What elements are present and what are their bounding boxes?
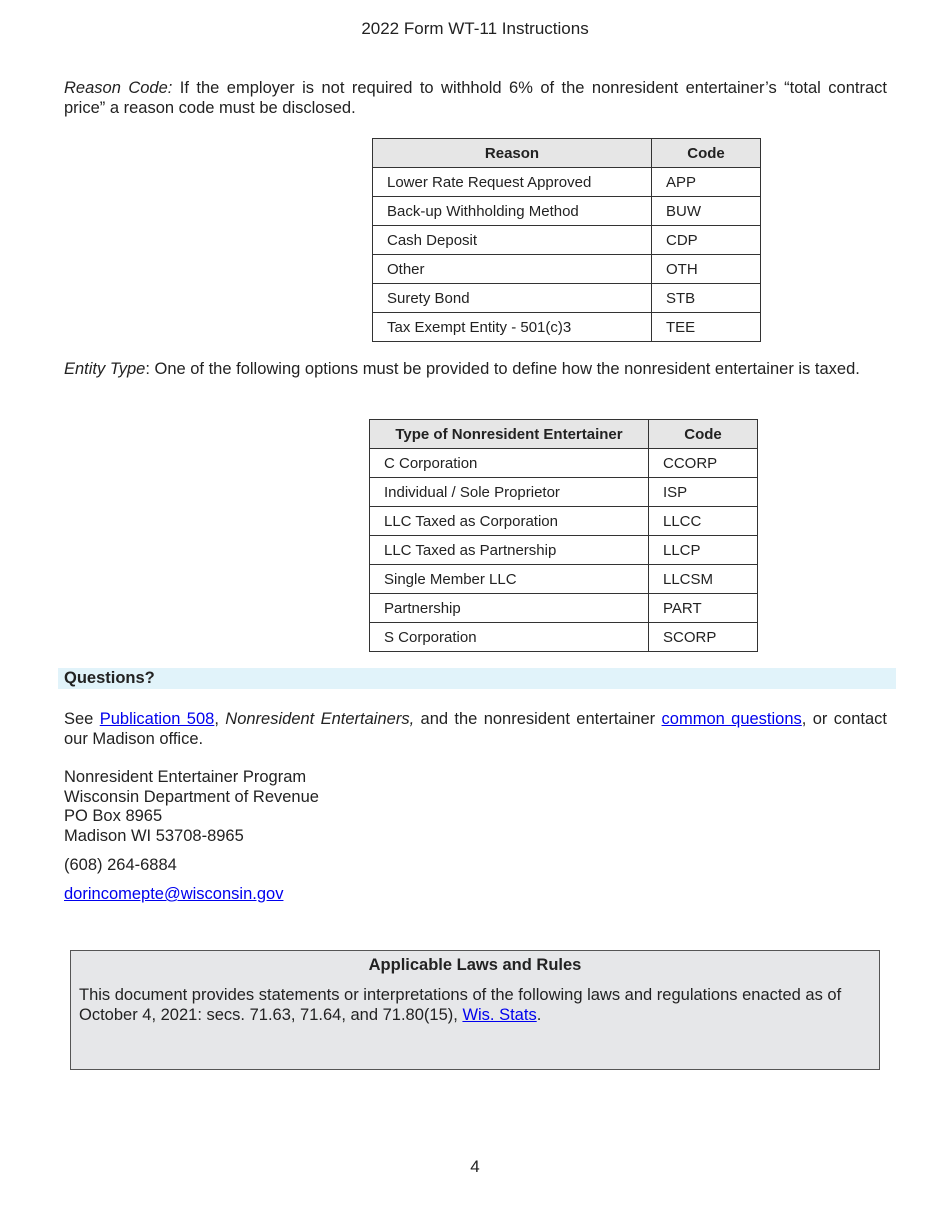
entity-cell: S Corporation bbox=[370, 623, 649, 652]
table-row bbox=[373, 255, 761, 284]
entity-type-text: : One of the following options must be provided to define how the nonresident entertainer is taxed. bbox=[145, 360, 860, 378]
publication-508-link[interactable]: Publication 508 bbox=[99, 710, 215, 728]
table-row bbox=[370, 623, 758, 652]
questions-text: and the nonresident entertainer bbox=[414, 710, 662, 728]
table-row bbox=[373, 313, 761, 342]
wis-stats-link[interactable]: Wis. Stats bbox=[462, 1006, 537, 1024]
questions-heading: Questions? bbox=[64, 669, 155, 687]
code-cell: CDP bbox=[652, 226, 761, 255]
table-row bbox=[373, 197, 761, 226]
reason-cell: Tax Exempt Entity - 501(c)3 bbox=[373, 313, 652, 342]
questions-text: See bbox=[64, 710, 100, 728]
entity-cell: LLC Taxed as Partnership bbox=[370, 536, 649, 565]
laws-end: . bbox=[536, 1006, 542, 1024]
reason-cell: Back-up Withholding Method bbox=[373, 197, 652, 226]
code-cell: LLCP bbox=[649, 536, 758, 565]
page-number: 4 bbox=[470, 1157, 480, 1176]
questions-text: , or contact our Madison office. bbox=[64, 710, 887, 748]
page-header: 2022 Form WT-11 Instructions bbox=[361, 19, 589, 38]
reason-cell: Other bbox=[373, 255, 652, 284]
table-row bbox=[373, 284, 761, 313]
table-row bbox=[370, 478, 758, 507]
laws-title: Applicable Laws and Rules bbox=[368, 956, 582, 974]
questions-text: , bbox=[214, 710, 226, 728]
entity-header: Type of Nonresident Entertainer bbox=[370, 420, 649, 449]
code-cell: ISP bbox=[649, 478, 758, 507]
table-row bbox=[370, 449, 758, 478]
code-cell: LLCSM bbox=[649, 565, 758, 594]
code-cell: OTH bbox=[652, 255, 761, 284]
laws-body: This document provides statements or interpretations of the following laws and regulations enacted as of October 4, 2021: secs. 71.63, 71.64, and 71.80(15), bbox=[79, 986, 842, 1024]
code-cell: TEE bbox=[652, 313, 761, 342]
reason-cell: Lower Rate Request Approved bbox=[373, 168, 652, 197]
laws-text bbox=[71, 975, 879, 1025]
code-cell: BUW bbox=[652, 197, 761, 226]
reason-code-text: If the employer is not required to withhold 6% of the nonresident entertainer’s “total contract price” a reason code must be disclosed. bbox=[64, 79, 887, 117]
code-cell: STB bbox=[652, 284, 761, 313]
entity-type-label: Entity Type bbox=[64, 360, 146, 378]
address-line: Wisconsin Department of Revenue bbox=[64, 787, 319, 806]
reason-code-paragraph bbox=[64, 78, 887, 118]
code-cell: SCORP bbox=[649, 623, 758, 652]
reason-code-table bbox=[372, 138, 761, 342]
reason-header: Reason bbox=[373, 139, 652, 168]
publication-title: Nonresident Entertainers, bbox=[225, 710, 415, 728]
reason-cell: Cash Deposit bbox=[373, 226, 652, 255]
entity-cell: Partnership bbox=[370, 594, 649, 623]
entity-cell: LLC Taxed as Corporation bbox=[370, 507, 649, 536]
code-cell: PART bbox=[649, 594, 758, 623]
entity-cell: Individual / Sole Proprietor bbox=[370, 478, 649, 507]
table-row bbox=[373, 226, 761, 255]
questions-heading-bar bbox=[58, 668, 896, 689]
phone-number: (608) 264-6884 bbox=[64, 856, 177, 874]
email-link[interactable]: dorincomepte@wisconsin.gov bbox=[64, 885, 284, 903]
table-row bbox=[370, 536, 758, 565]
reason-code-label: Reason Code: bbox=[64, 79, 173, 97]
entity-type-paragraph bbox=[64, 359, 887, 379]
applicable-laws-box bbox=[70, 950, 880, 1070]
code-header: Code bbox=[649, 420, 758, 449]
table-row bbox=[370, 507, 758, 536]
entity-cell: C Corporation bbox=[370, 449, 649, 478]
code-header: Code bbox=[652, 139, 761, 168]
table-row bbox=[370, 594, 758, 623]
code-cell: CCORP bbox=[649, 449, 758, 478]
entity-type-table bbox=[369, 419, 758, 652]
table-row bbox=[370, 565, 758, 594]
address-line: PO Box 8965 bbox=[64, 807, 163, 825]
reason-cell: Surety Bond bbox=[373, 284, 652, 313]
code-cell: LLCC bbox=[649, 507, 758, 536]
entity-cell: Single Member LLC bbox=[370, 565, 649, 594]
common-questions-link[interactable]: common questions bbox=[661, 710, 802, 728]
mailing-address bbox=[64, 768, 319, 846]
code-cell: APP bbox=[652, 168, 761, 197]
address-line: Madison WI 53708-8965 bbox=[64, 826, 244, 845]
address-line: Nonresident Entertainer Program bbox=[64, 768, 307, 786]
table-row bbox=[373, 168, 761, 197]
questions-paragraph bbox=[64, 709, 887, 749]
